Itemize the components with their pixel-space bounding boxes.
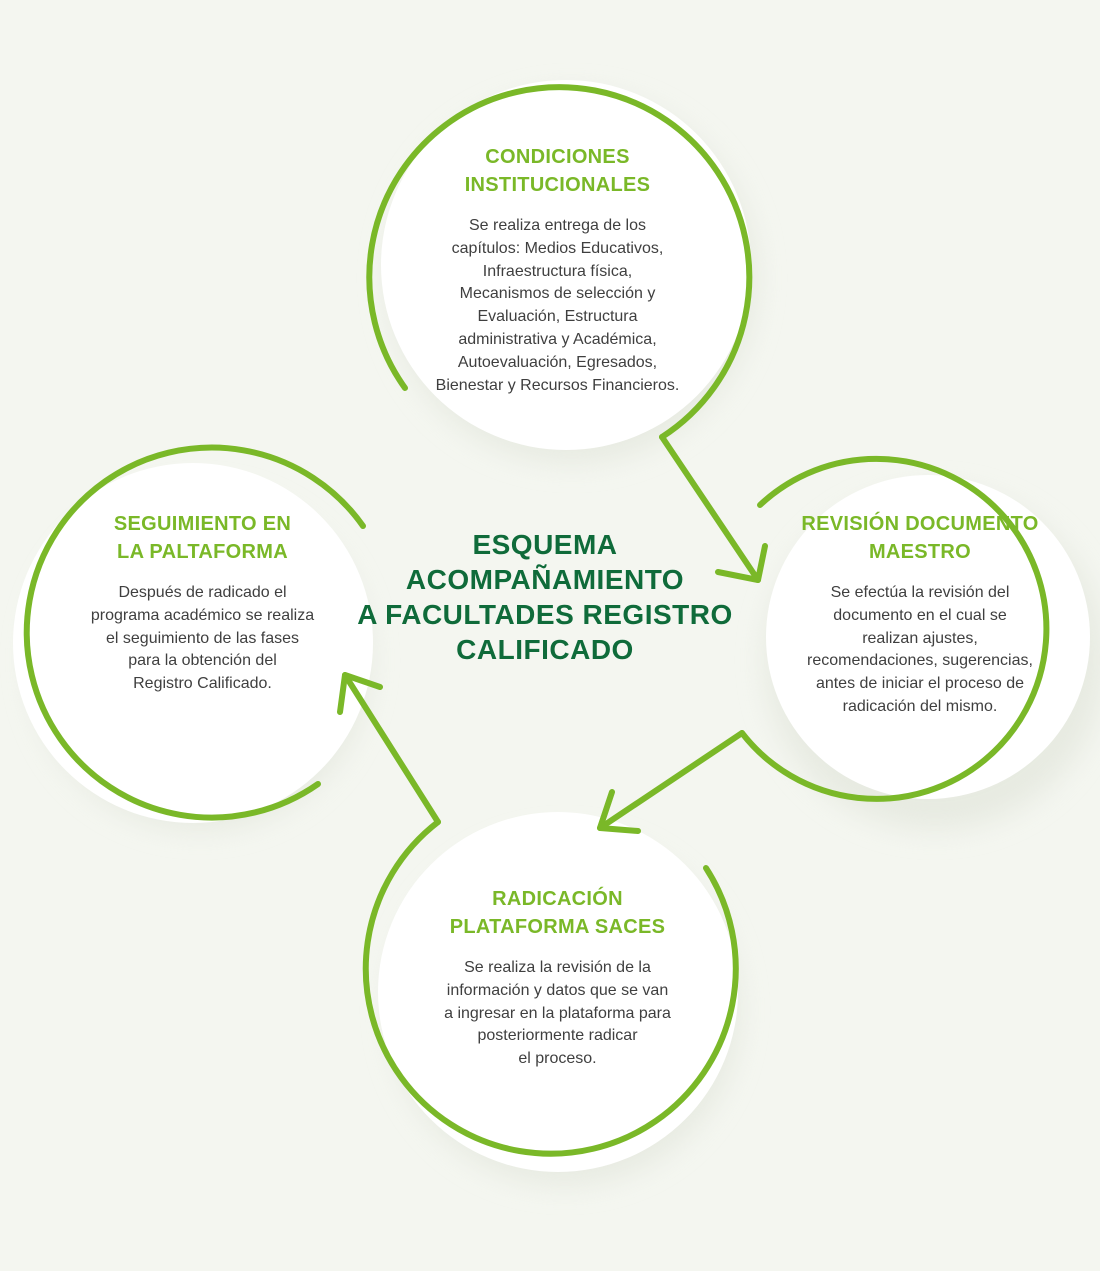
body-line: recomendaciones, sugerencias, [807, 652, 1033, 670]
node-revision-documento-maestro [770, 510, 1070, 719]
node-radicacion-plataforma-saces [405, 885, 710, 1071]
body-line: Después de radicado el [118, 584, 287, 601]
body-line: programa académico se realiza [90, 606, 315, 624]
title-line: INSTITUCIONALES [464, 174, 651, 196]
node-body [400, 215, 715, 397]
title-line: SEGUIMIENTO EN [113, 513, 292, 535]
center-title-line: CALIFICADO [456, 634, 634, 665]
node-body [405, 957, 710, 1071]
node-title [60, 510, 345, 566]
node-body [770, 582, 1070, 719]
body-line: Se efectúa la revisión del [830, 584, 1010, 601]
body-line: el proceso. [518, 1050, 597, 1068]
body-line: Evaluación, Estructura [477, 308, 638, 326]
body-line: realizan ajustes, [862, 629, 978, 647]
title-line: PLATAFORMA SACES [449, 916, 666, 938]
arrow-to-radicacion [600, 733, 742, 831]
diagram-center-title [345, 527, 745, 667]
body-line: para la obtención del [128, 652, 277, 670]
title-line: RADICACIÓN [492, 888, 623, 910]
body-line: radicación del mismo. [842, 697, 998, 715]
title-line: LA PALTAFORMA [117, 541, 288, 563]
body-line: a ingresar en la plataforma para [444, 1004, 671, 1022]
node-title [400, 143, 715, 199]
center-title-line: ACOMPAÑAMIENTO [405, 564, 685, 595]
body-line: documento en el cual se [833, 606, 1007, 624]
body-line: antes de iniciar el proceso de [815, 675, 1025, 693]
body-line: administrativa y Académica, [458, 330, 657, 348]
node-condiciones-institucionales [400, 143, 715, 397]
node-title [405, 885, 710, 941]
body-line: Autoevaluación, Egresados, [457, 353, 658, 371]
body-line: Infraestructura física, [482, 262, 633, 280]
body-line: información y datos que se van [446, 981, 669, 999]
body-line: capítulos: Medios Educativos, [451, 239, 664, 257]
node-title [770, 510, 1070, 566]
center-title-line: ESQUEMA [472, 529, 618, 560]
body-line: Registro Calificado. [133, 675, 272, 693]
body-line: Se realiza entrega de los [469, 217, 646, 234]
node-seguimiento-plataforma [60, 510, 345, 696]
body-line: posteriormente radicar [477, 1027, 638, 1045]
title-line: REVISIÓN DOCUMENTO [801, 513, 1039, 535]
body-line: Mecanismos de selección y [459, 285, 656, 303]
center-title-line: A FACULTADES REGISTRO [357, 599, 733, 630]
title-line: CONDICIONES [485, 146, 630, 168]
node-body [60, 582, 345, 696]
body-line: Bienestar y Recursos Financieros. [435, 376, 680, 394]
body-line: el seguimiento de las fases [106, 629, 299, 647]
body-line: Se realiza la revisión de la [464, 959, 651, 976]
title-line: MAESTRO [868, 541, 972, 563]
